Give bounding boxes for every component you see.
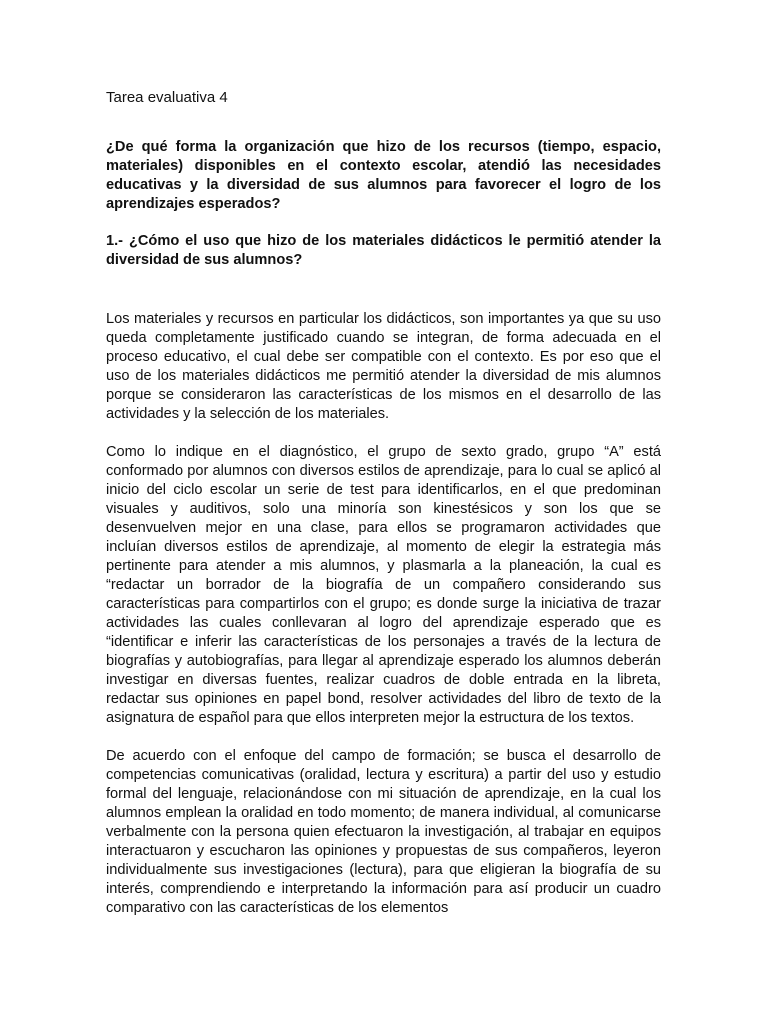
main-question: ¿De qué forma la organización que hizo de los recursos (tiempo, espacio, materiales) disponibles en el contexto escolar, atendió las necesidades educativas y la diversidad de sus alumnos para favorecer el logro de los aprendizajes esperados? — [106, 139, 661, 212]
paragraph-2: Como lo indique en el diagnóstico, el grupo de sexto grado, grupo “A” está conformado por alumnos con diversos estilos de aprendizaje, para lo cual se aplicó al inicio del ciclo escolar un serie de test para identificarlos, en el que predominan visuales y auditivos, solo una minoría son kinestésicos y son los que se desenvuelven mejor en una clase, para ellos se programaron actividades que incluían diversos estilos de aprendizaje, al momento de elegir la estrategia más pertinente para atender a mis alumnos, y plasmarla a la planeación, la cual es “redactar un borrador de la biografía de un compañero considerando sus características para compartirlos con el grupo; es donde surge la iniciativa de trazar actividades las cuales conllevaran al logro del aprendizaje esperado que es “identificar e inferir las características de los personajes a través de la lectura de biografías y autobiografías, para llegar al aprendizaje esperado los alumnos deberán investigar en diversas fuentes, realizar cuadros de doble entrada en la libreta, redactar sus opiniones en papel bond, resolver actividades del libro de texto de la asignatura de español para que ellos interpreten mejor la estructura de los textos. — [106, 444, 661, 726]
question-1: 1.- ¿Cómo el uso que hizo de los materiales didácticos le permitió atender la diversidad de sus alumnos? — [106, 233, 661, 268]
paragraph-3: De acuerdo con el enfoque del campo de formación; se busca el desarrollo de competencias comunicativas (oralidad, lectura y escritura) a partir del uso y estudio formal del lenguaje, relacionándose con mi situación de aprendizaje, en la cual los alumnos emplean la oralidad en todo momento; de manera individual, al comunicarse verbalmente con la persona quien efectuaron la investigación, al trabajar en equipos interactuaron y escucharon las opiniones y propuestas de sus compañeros, leyeron individualmente sus investigaciones (lectura), para que eligieran la biografía de su interés, comprendiendo e interpretando la información para así producir un cuadro comparativo con las características de los elementos — [106, 748, 661, 916]
paragraph-1: Los materiales y recursos en particular los didácticos, son importantes ya que su uso queda completamente justificado cuando se integran, de forma adecuada en el proceso educativo, el cual debe ser compatible con el contexto. Es por eso que el uso de los materiales didácticos me permitió atender la diversidad de mis alumnos porque se consideraron las características de los mismos en el desarrollo de las actividades y la selección de los materiales. — [106, 311, 661, 422]
document-title: Tarea evaluativa 4 — [106, 89, 228, 106]
document-page — [106, 88, 661, 937]
